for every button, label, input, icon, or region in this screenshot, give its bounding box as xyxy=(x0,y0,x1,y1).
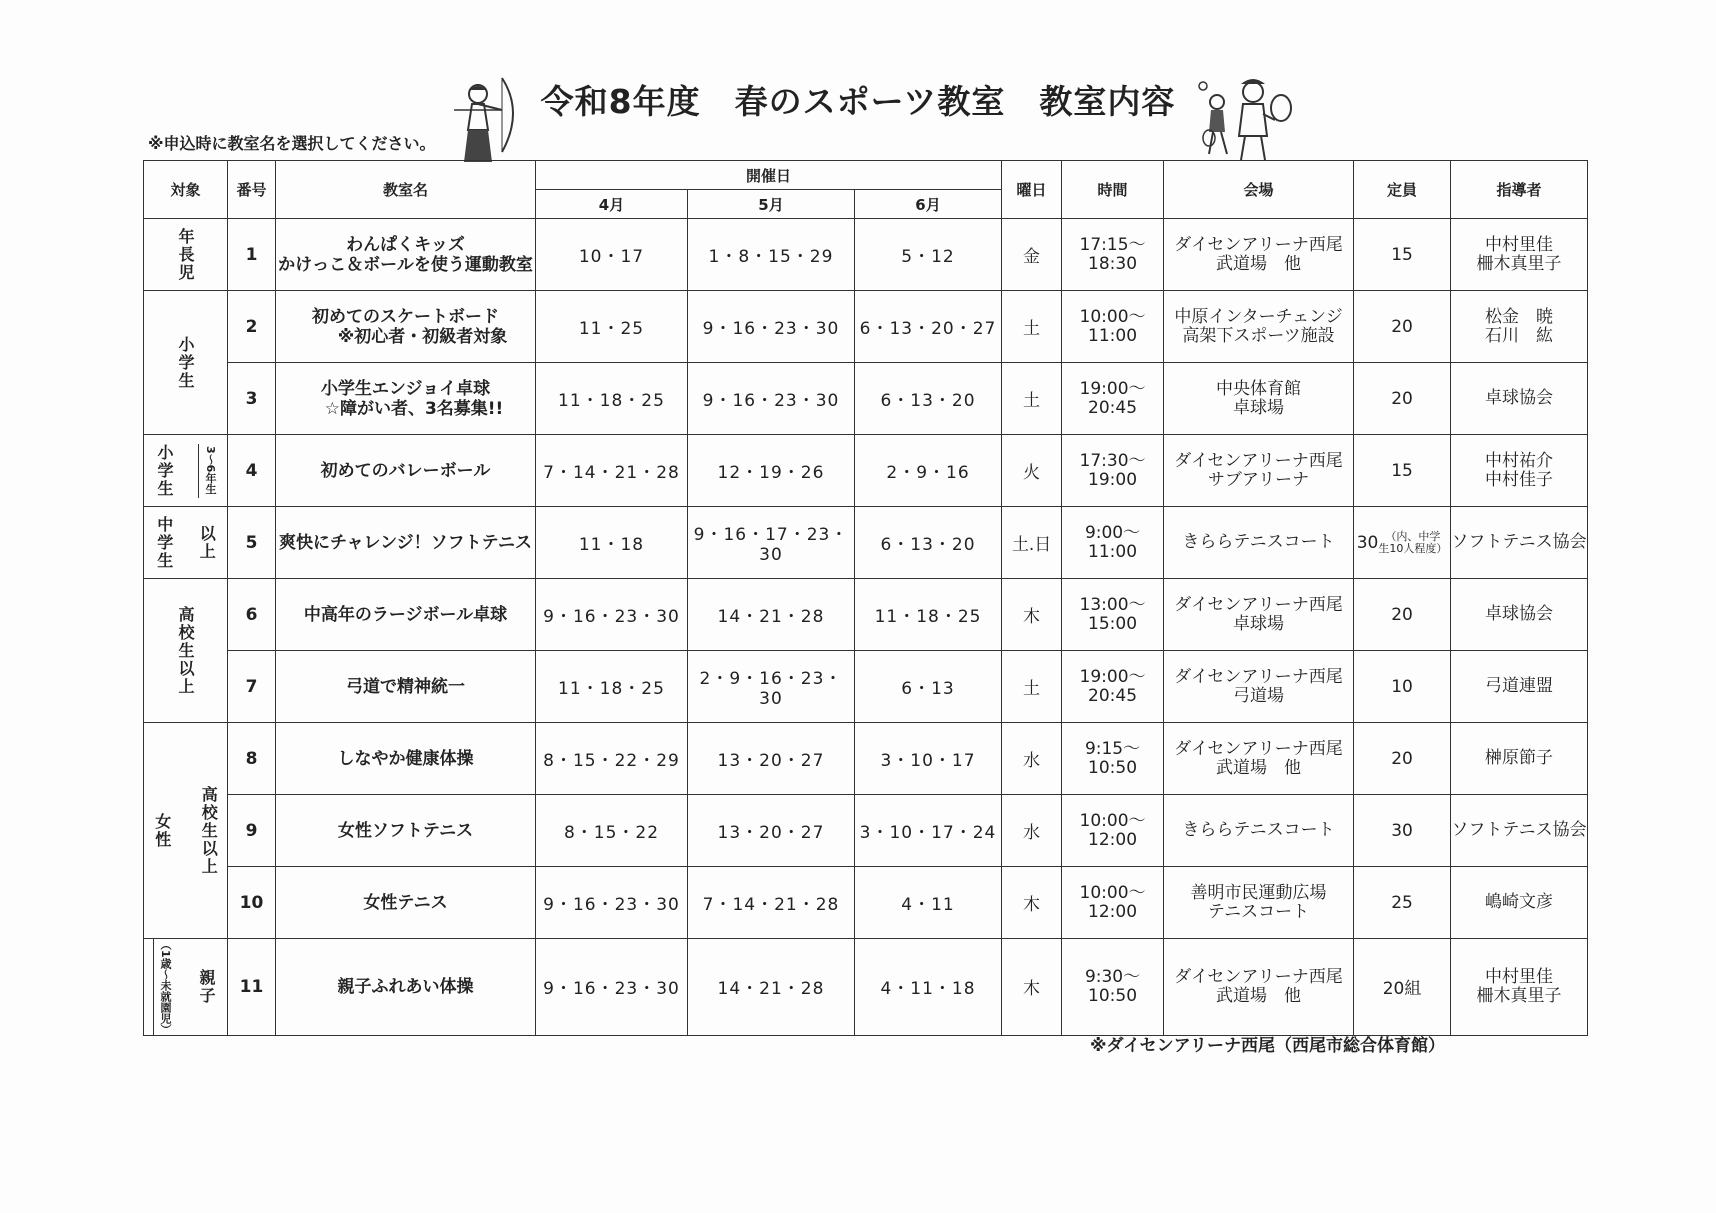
class-number: 8 xyxy=(228,723,276,795)
venue: 中原インターチェンジ 高架下スポーツ施設 xyxy=(1164,291,1354,363)
weekday: 木 xyxy=(1002,867,1062,939)
time-range: 10:00～ 12:00 xyxy=(1062,867,1164,939)
class-name: しなやか健康体操 xyxy=(276,723,536,795)
dates-june: 2・9・16 xyxy=(855,435,1002,507)
capacity: 20 xyxy=(1354,363,1451,435)
class-name: 女性テニス xyxy=(276,867,536,939)
target-cell xyxy=(144,435,228,507)
venue: ダイセンアリーナ西尾 卓球場 xyxy=(1164,579,1354,651)
capacity: 15 xyxy=(1354,219,1451,291)
weekday: 水 xyxy=(1002,795,1062,867)
weekday: 水 xyxy=(1002,723,1062,795)
time-range: 10:00～ 12:00 xyxy=(1062,795,1164,867)
class-name: 爽快にチャレンジ！ソフトテニス xyxy=(276,507,536,579)
venue: 中央体育館 卓球場 xyxy=(1164,363,1354,435)
instructor: 中村里佳 柵木真里子 xyxy=(1451,219,1588,291)
class-number: 5 xyxy=(228,507,276,579)
instructor: ソフトテニス協会 xyxy=(1451,795,1588,867)
time-range: 19:00～ 20:45 xyxy=(1062,363,1164,435)
capacity: 10 xyxy=(1354,651,1451,723)
target-cell xyxy=(144,507,228,579)
dates-june: 6・13・20 xyxy=(855,363,1002,435)
class-number: 7 xyxy=(228,651,276,723)
dates-april: 9・16・23・30 xyxy=(536,579,688,651)
header-target: 対象 xyxy=(144,161,228,219)
selection-note: ※申込時に教室名を選択してください。 xyxy=(148,134,436,153)
venue-footnote: ※ダイセンアリーナ西尾（西尾市総合体育館） xyxy=(1090,1036,1445,1056)
dates-may: 12・19・26 xyxy=(688,435,855,507)
target-label: 中学生 xyxy=(154,515,174,570)
instructor: 中村里佳 柵木真里子 xyxy=(1451,939,1588,1036)
instructor: 卓球協会 xyxy=(1451,579,1588,651)
weekday: 土 xyxy=(1002,651,1062,723)
target-cell xyxy=(144,579,228,723)
dates-june: 6・13・20 xyxy=(855,507,1002,579)
instructor: 嶋崎文彦 xyxy=(1451,867,1588,939)
dates-april: 9・16・23・30 xyxy=(536,867,688,939)
header-venue: 会場 xyxy=(1164,161,1354,219)
weekday: 土 xyxy=(1002,291,1062,363)
dates-june: 6・13 xyxy=(855,651,1002,723)
capacity: 15 xyxy=(1354,435,1451,507)
target-label: 高校生以上 xyxy=(199,785,219,876)
table-row xyxy=(144,435,1588,507)
capacity: 20組 xyxy=(1354,939,1451,1036)
weekday: 火 xyxy=(1002,435,1062,507)
instructor: 中村祐介 中村佳子 xyxy=(1451,435,1588,507)
table-row xyxy=(144,651,1588,723)
venue: ダイセンアリーナ西尾 武道場 他 xyxy=(1164,723,1354,795)
venue: 善明市民運動広場 テニスコート xyxy=(1164,867,1354,939)
weekday: 土 xyxy=(1002,363,1062,435)
venue: ダイセンアリーナ西尾 サブアリーナ xyxy=(1164,435,1354,507)
table-row xyxy=(144,795,1588,867)
target-cell xyxy=(144,939,228,1036)
page-title: 令和8年度 春のスポーツ教室 教室内容 xyxy=(540,82,1176,121)
instructor: 榊原節子 xyxy=(1451,723,1588,795)
header-dates: 開催日 xyxy=(536,161,1002,190)
dates-april: 9・16・23・30 xyxy=(536,939,688,1036)
time-range: 17:30～ 19:00 xyxy=(1062,435,1164,507)
table-row xyxy=(144,219,1588,291)
header-april: 4月 xyxy=(536,190,688,219)
target-label: 以上 xyxy=(197,524,217,561)
target-cell xyxy=(144,291,228,435)
header-number: 番号 xyxy=(228,161,276,219)
dates-april: 10・17 xyxy=(536,219,688,291)
target-cell xyxy=(144,219,228,291)
header-june: 6月 xyxy=(855,190,1002,219)
weekday: 木 xyxy=(1002,579,1062,651)
dates-april: 11・18・25 xyxy=(536,651,688,723)
class-name: わんぱくキッズ かけっこ＆ボールを使う運動教室 xyxy=(276,219,536,291)
header-day: 曜日 xyxy=(1002,161,1062,219)
header-time: 時間 xyxy=(1062,161,1164,219)
target-label: 小学生 xyxy=(155,443,174,498)
capacity: 30 xyxy=(1356,532,1379,553)
venue: きららテニスコート xyxy=(1164,795,1354,867)
weekday: 木 xyxy=(1002,939,1062,1036)
dates-april: 8・15・22 xyxy=(536,795,688,867)
instructor: 弓道連盟 xyxy=(1451,651,1588,723)
capacity-cell xyxy=(1354,507,1451,579)
header-capacity: 定員 xyxy=(1354,161,1451,219)
capacity: 20 xyxy=(1354,291,1451,363)
dates-april: 11・18 xyxy=(536,507,688,579)
instructor: 卓球協会 xyxy=(1451,363,1588,435)
target-label: 親子 xyxy=(197,968,216,1005)
class-name: 弓道で精神統一 xyxy=(276,651,536,723)
weekday: 金 xyxy=(1002,219,1062,291)
class-name: 小学生エンジョイ卓球 ☆障がい者、3名募集!! xyxy=(276,363,536,435)
table-row xyxy=(144,291,1588,363)
dates-june: 11・18・25 xyxy=(855,579,1002,651)
venue: ダイセンアリーナ西尾 弓道場 xyxy=(1164,651,1354,723)
dates-april: 11・25 xyxy=(536,291,688,363)
header-instructor: 指導者 xyxy=(1451,161,1588,219)
class-number: 2 xyxy=(228,291,276,363)
class-number: 9 xyxy=(228,795,276,867)
instructor: ソフトテニス協会 xyxy=(1451,507,1588,579)
dates-june: 5・12 xyxy=(855,219,1002,291)
capacity: 30 xyxy=(1354,795,1451,867)
dates-may: 9・16・17・23・30 xyxy=(688,507,855,579)
venue: ダイセンアリーナ西尾 武道場 他 xyxy=(1164,219,1354,291)
capacity: 20 xyxy=(1354,579,1451,651)
dates-april: 7・14・21・28 xyxy=(536,435,688,507)
dates-may: 13・20・27 xyxy=(688,723,855,795)
class-name: 女性ソフトテニス xyxy=(276,795,536,867)
time-range: 17:15～ 18:30 xyxy=(1062,219,1164,291)
class-number: 11 xyxy=(228,939,276,1036)
schedule-table xyxy=(143,160,1588,1036)
archer-illustration xyxy=(452,74,528,166)
dates-june: 4・11 xyxy=(855,867,1002,939)
class-number: 6 xyxy=(228,579,276,651)
header-class-name: 教室名 xyxy=(276,161,536,219)
table-row xyxy=(144,723,1588,795)
target-label: 高校生以上 xyxy=(176,605,195,696)
dates-april: 11・18・25 xyxy=(536,363,688,435)
dates-may: 14・21・28 xyxy=(688,939,855,1036)
time-range: 9:00～ 11:00 xyxy=(1062,507,1164,579)
time-range: 19:00～ 20:45 xyxy=(1062,651,1164,723)
dates-may: 7・14・21・28 xyxy=(688,867,855,939)
target-sublabel: 3～6年生 xyxy=(198,444,218,498)
venue: ダイセンアリーナ西尾 武道場 他 xyxy=(1164,939,1354,1036)
dates-may: 14・21・28 xyxy=(688,579,855,651)
class-name: 初めてのスケートボード ※初心者・初級者対象 xyxy=(276,291,536,363)
capacity-note: （内、中学 生10人程度） xyxy=(1378,529,1448,555)
class-name: 中高年のラージボール卓球 xyxy=(276,579,536,651)
time-range: 9:15～ 10:50 xyxy=(1062,723,1164,795)
class-number: 4 xyxy=(228,435,276,507)
time-range: 13:00～ 15:00 xyxy=(1062,579,1164,651)
table-row xyxy=(144,507,1588,579)
time-range: 10:00～ 11:00 xyxy=(1062,291,1164,363)
tennis-players-illustration xyxy=(1195,74,1295,166)
class-name: 親子ふれあい体操 xyxy=(276,939,536,1036)
target-sublabel: 女性 xyxy=(152,812,172,849)
table-row xyxy=(144,939,1588,1036)
capacity: 20 xyxy=(1354,723,1451,795)
dates-june: 6・13・20・27 xyxy=(855,291,1002,363)
target-label: 年長児 xyxy=(176,227,195,282)
table-row xyxy=(144,867,1588,939)
dates-april: 8・15・22・29 xyxy=(536,723,688,795)
time-range: 9:30～ 10:50 xyxy=(1062,939,1164,1036)
target-sublabel: （1歳～未就園児） xyxy=(153,939,173,1035)
instructor: 松金 暁 石川 紘 xyxy=(1451,291,1588,363)
dates-june: 3・10・17 xyxy=(855,723,1002,795)
dates-may: 9・16・23・30 xyxy=(688,291,855,363)
dates-may: 2・9・16・23・30 xyxy=(688,651,855,723)
class-number: 3 xyxy=(228,363,276,435)
weekday: 土.日 xyxy=(1002,507,1062,579)
table-row xyxy=(144,579,1588,651)
dates-may: 13・20・27 xyxy=(688,795,855,867)
target-cell xyxy=(144,723,228,939)
class-number: 10 xyxy=(228,867,276,939)
dates-june: 4・11・18 xyxy=(855,939,1002,1036)
class-name: 初めてのバレーボール xyxy=(276,435,536,507)
target-label: 小学生 xyxy=(176,335,195,390)
table-row xyxy=(144,363,1588,435)
class-number: 1 xyxy=(228,219,276,291)
dates-june: 3・10・17・24 xyxy=(855,795,1002,867)
capacity: 25 xyxy=(1354,867,1451,939)
header-may: 5月 xyxy=(688,190,855,219)
venue: きららテニスコート xyxy=(1164,507,1354,579)
dates-may: 1・8・15・29 xyxy=(688,219,855,291)
dates-may: 9・16・23・30 xyxy=(688,363,855,435)
